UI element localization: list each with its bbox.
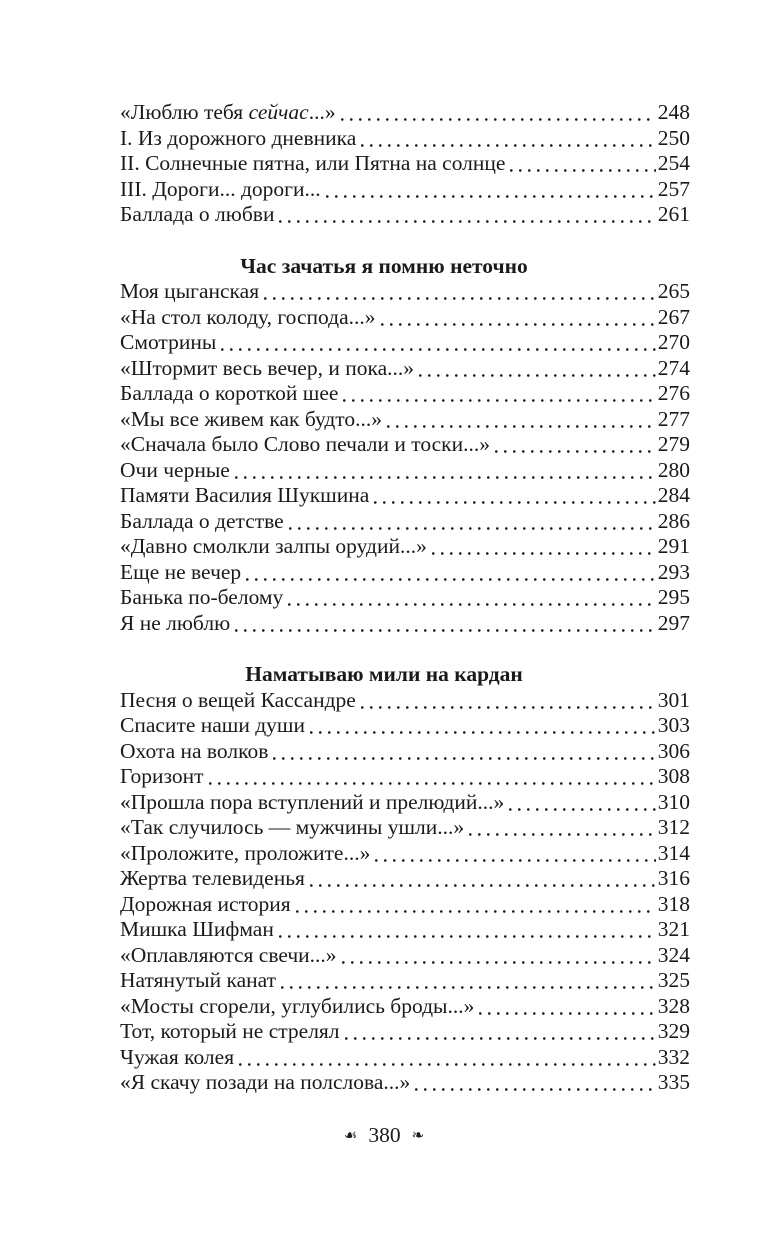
toc-entry	[120, 968, 690, 994]
toc-entry	[120, 407, 690, 433]
toc-entry-title	[120, 739, 268, 765]
toc-entry-title-text: II. Солнечные пятна, или Пятна на солнце	[120, 151, 506, 175]
toc-entry-page: 280	[657, 457, 690, 482]
toc-entry-title-text: Жертва телевиденья	[120, 866, 305, 890]
toc-entry-title-text: Банька по-белому	[120, 585, 284, 609]
toc-entry-title	[120, 764, 204, 790]
toc-entry-title	[120, 1019, 340, 1045]
toc-entry	[120, 509, 690, 535]
toc-entry-page: 318	[657, 891, 690, 916]
toc-entry-page: 261	[657, 202, 690, 226]
dot-leader	[235, 476, 656, 479]
toc-entry-title-text: Песня о вещей Кассандре	[120, 687, 356, 712]
section-heading: Час зачатья я помню неточно	[240, 253, 528, 278]
toc-entry	[120, 943, 690, 969]
toc-entry-title	[120, 458, 230, 484]
toc-entry-title-text: «Оплавляются свечи...»	[120, 942, 337, 967]
dot-leader	[342, 961, 656, 964]
toc-entry-title	[120, 279, 259, 305]
toc-entry-page: 250	[657, 125, 690, 150]
dot-leader	[289, 527, 656, 530]
toc-entry-title	[120, 611, 230, 637]
toc-entry-title	[120, 381, 338, 407]
toc-entry-title-text: ...»	[308, 100, 336, 124]
toc-entry-page: 321	[657, 917, 690, 941]
dot-leader	[432, 552, 656, 555]
dot-leader	[235, 629, 656, 632]
toc-entry-title	[120, 560, 241, 586]
toc-entry-title-text: Спасите наши души	[120, 713, 305, 737]
toc-entry	[120, 994, 690, 1020]
toc-entry	[120, 688, 690, 714]
toc-entry	[120, 1045, 690, 1071]
toc-entry-page: 248	[657, 100, 690, 124]
toc-entry-title-text: Дорожная история	[120, 891, 291, 916]
toc-entry-title-text: III. Дороги... дороги...	[120, 176, 321, 201]
fleuron-left-icon: ☙	[343, 1125, 358, 1144]
toc-entry	[120, 151, 690, 177]
dot-leader	[419, 374, 656, 377]
toc-entry-page: 276	[657, 381, 690, 405]
dot-leader	[374, 501, 655, 504]
toc-entry	[120, 356, 690, 382]
toc-entry-page: 267	[657, 304, 690, 329]
toc-entry	[120, 790, 690, 816]
dot-leader	[345, 1037, 656, 1040]
toc-entry	[120, 458, 690, 484]
toc-entry-title-text: «Сначала было Слово печали и тоски...»	[120, 432, 490, 456]
dot-leader	[273, 757, 655, 760]
toc-entry-page: 310	[657, 789, 690, 814]
toc-entry-title-text: Баллада о короткой шее	[120, 381, 339, 405]
toc-entry-title	[120, 1045, 234, 1071]
dot-leader	[415, 1088, 655, 1091]
toc-entry-page: 277	[657, 406, 690, 431]
toc-entry-title-text: «Проложите, проложите...»	[120, 840, 371, 865]
toc-entry	[120, 611, 690, 637]
toc-entry-title	[120, 356, 414, 382]
toc-entry-title	[120, 432, 490, 458]
toc-entry-page: 316	[657, 866, 690, 890]
toc-entry	[120, 305, 690, 331]
dot-leader	[381, 323, 656, 326]
toc-entry-page: 324	[657, 942, 690, 967]
toc-entry-title	[120, 100, 336, 126]
toc-entry-page: 329	[657, 1019, 690, 1043]
toc-entry-title-text: «Я скачу позади на полслова...»	[120, 1070, 411, 1094]
toc-entry-title	[120, 407, 382, 433]
toc-entry-title	[120, 790, 504, 816]
toc-entry-title-text: Охота на волков	[120, 738, 269, 763]
dot-leader	[279, 935, 656, 938]
toc-entry	[120, 560, 690, 586]
dot-leader	[326, 195, 656, 198]
toc-entry-title	[120, 126, 356, 152]
toc-entry-title	[120, 305, 376, 331]
toc-entry-title-italic: сейчас	[248, 100, 309, 124]
toc-entry-title-text: Очи черные	[120, 457, 230, 482]
toc-entry	[120, 764, 690, 790]
toc-entry-title	[120, 892, 291, 918]
dot-leader	[281, 986, 656, 989]
toc-entry-title-text: Смотрины	[120, 330, 217, 354]
toc-entry-title-text: Горизонт	[120, 764, 204, 788]
toc-entry-title-text: «Давно смолкли залпы орудий...»	[120, 534, 427, 558]
toc-entry-page: 291	[657, 534, 690, 558]
toc-entry-title-text: «Прошла пора вступлений и прелюдий...»	[120, 789, 505, 814]
dot-leader	[479, 1012, 655, 1015]
toc-entry-page: 328	[657, 993, 690, 1018]
toc-entry-title	[120, 713, 305, 739]
toc-entry-page: 293	[657, 559, 690, 584]
dot-leader	[343, 399, 655, 402]
fleuron-right-icon: ❧	[411, 1125, 425, 1144]
toc-entry	[120, 713, 690, 739]
toc-entry-title	[120, 585, 283, 611]
toc-entry-title	[120, 815, 464, 841]
toc-entry-page: 312	[657, 815, 690, 839]
toc-entry-title-text: «Люблю тебя	[120, 100, 249, 124]
dot-leader	[341, 118, 656, 121]
dot-leader	[209, 782, 656, 785]
toc-entry-page: 306	[657, 738, 690, 763]
toc-entry-title	[120, 1070, 410, 1096]
toc-entry-title-text: Баллада о любви	[120, 202, 275, 226]
toc-entry-title-text: «На стол колоду, господа...»	[120, 304, 376, 329]
toc-entry-title-text: «Мосты сгорели, углубились броды...»	[120, 993, 475, 1018]
toc-entry-page: 308	[657, 764, 690, 788]
toc-entry-title-text: Тот, который не стрелял	[120, 1019, 340, 1043]
toc-entry-title	[120, 151, 505, 177]
toc-entry-page: 295	[657, 585, 690, 609]
toc-entry-page: 286	[657, 508, 690, 533]
toc-entry-page: 332	[657, 1044, 690, 1069]
toc-entry-title-text: Баллада о детстве	[120, 508, 284, 533]
dot-leader	[239, 1063, 656, 1066]
dot-leader	[375, 859, 655, 862]
toc-entry-title-text: Еще не вечер	[120, 559, 242, 584]
toc-entry-title	[120, 968, 276, 994]
dot-leader	[288, 603, 655, 606]
toc-entry-page: 303	[657, 713, 690, 737]
toc-entry	[120, 1070, 690, 1096]
dot-leader	[387, 425, 656, 428]
dot-leader	[510, 169, 655, 172]
dot-leader	[361, 144, 655, 147]
dot-leader	[310, 731, 656, 734]
toc-section	[120, 662, 690, 1096]
folio-page-number: 380	[368, 1122, 401, 1147]
toc-entry	[120, 100, 690, 126]
toc-entry-title-text: «Мы все живем как будто...»	[120, 406, 383, 431]
toc-entry-title	[120, 688, 356, 714]
section-heading: Наматываю мили на кардан	[245, 662, 523, 686]
dot-leader	[279, 220, 655, 223]
toc-entry-page: 325	[657, 968, 690, 992]
toc-entry-title	[120, 202, 274, 228]
toc-entry-title	[120, 483, 369, 509]
toc-entry	[120, 202, 690, 228]
toc-entry	[120, 739, 690, 765]
toc-entry-title-text: Чужая колея	[120, 1044, 235, 1069]
toc-entry	[120, 815, 690, 841]
toc-entry-page: 279	[657, 432, 690, 456]
dot-leader	[469, 833, 656, 836]
dot-leader	[361, 706, 656, 709]
toc-entry	[120, 381, 690, 407]
toc-entry-title-text: Моя цыганская	[120, 279, 260, 303]
toc-entry-title-text: Я не люблю	[120, 610, 231, 635]
toc-entry-title	[120, 943, 337, 969]
toc-entry-page: 274	[657, 355, 690, 380]
toc-entry	[120, 432, 690, 458]
page-footer	[0, 1123, 768, 1149]
toc-entry	[120, 892, 690, 918]
toc-entry	[120, 917, 690, 943]
toc-entry-page: 254	[657, 151, 690, 175]
toc-entry-title	[120, 509, 284, 535]
toc-entry-title-text: I. Из дорожного дневника	[120, 125, 357, 150]
toc-entry-page: 284	[657, 483, 690, 507]
dot-leader	[310, 884, 656, 887]
toc-entry	[120, 330, 690, 356]
toc-entry	[120, 126, 690, 152]
toc-entry-page: 335	[657, 1070, 690, 1094]
toc-entry	[120, 279, 690, 305]
toc-entry	[120, 177, 690, 203]
toc-entry-title	[120, 917, 274, 943]
toc-entry-title-text: «Штормит весь вечер, и пока...»	[120, 355, 414, 380]
toc-entry	[120, 585, 690, 611]
toc-entry-title-text: «Так случилось — мужчины ушли...»	[120, 815, 465, 839]
toc-entry-title	[120, 866, 305, 892]
dot-leader	[221, 348, 655, 351]
toc-entry-page: 270	[657, 330, 690, 354]
toc-entry-page: 297	[657, 610, 690, 635]
toc-entry-title-text: Мишка Шифман	[120, 917, 274, 941]
toc-entry-title-text: Натянутый канат	[120, 968, 277, 992]
toc-entry-title-text: Памяти Василия Шукшина	[120, 483, 370, 507]
toc-entry	[120, 866, 690, 892]
dot-leader	[509, 808, 656, 811]
toc-entry	[120, 483, 690, 509]
toc-entry-title	[120, 841, 370, 867]
toc-entry-title	[120, 994, 474, 1020]
toc-section	[120, 254, 690, 637]
toc-entry-title	[120, 534, 427, 560]
dot-leader	[495, 450, 656, 453]
dot-leader	[296, 910, 656, 913]
toc-section	[120, 100, 690, 228]
toc-entry-page: 314	[657, 840, 690, 865]
toc-entry-page: 301	[657, 687, 690, 712]
toc-entry-page: 257	[657, 176, 690, 201]
toc-entry	[120, 534, 690, 560]
dot-leader	[246, 578, 656, 581]
toc-entry	[120, 841, 690, 867]
dot-leader	[264, 297, 656, 300]
toc-entry-page: 265	[657, 279, 690, 303]
toc-entry	[120, 1019, 690, 1045]
toc-entry-title	[120, 177, 321, 203]
toc-entry-title	[120, 330, 216, 356]
